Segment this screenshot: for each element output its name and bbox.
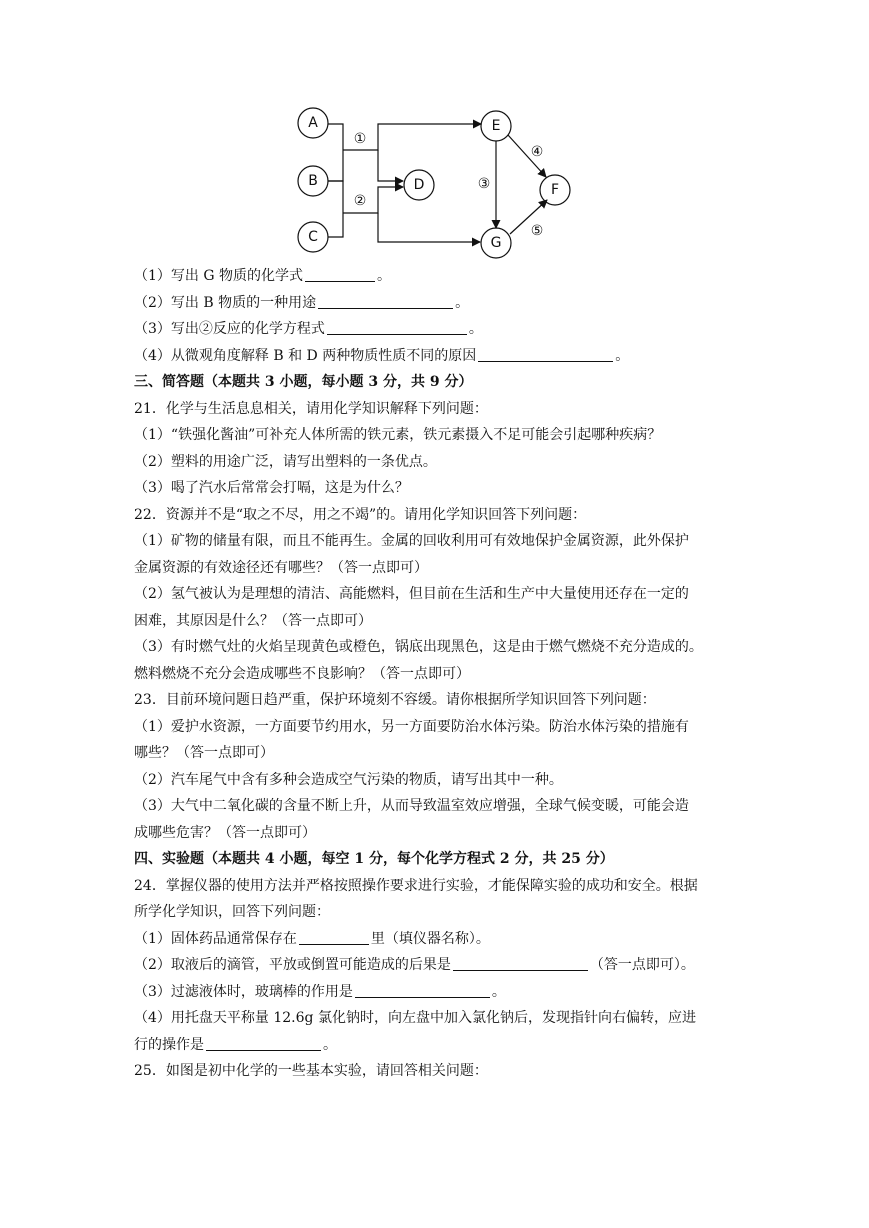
q20-part1-text: （1）写出 G 物质的化学式 bbox=[134, 268, 303, 284]
q24-part4-text: 行的操作是 bbox=[134, 1036, 204, 1053]
q22-part2-line1: （2）氢气被认为是理想的清洁、高能燃料，但目前在生活和生产中大量使用还存在一定的 bbox=[134, 586, 689, 602]
q25-stem: 25．如图是初中化学的一些基本实验，请回答相关问题： bbox=[134, 1063, 488, 1079]
q24-part1 bbox=[134, 926, 754, 953]
q24-part1-end: 里（填仪器名称）。 bbox=[370, 930, 490, 947]
q23-part2: （2）汽车尾气中含有多种会造成空气污染的物质，请写出其中一种。 bbox=[134, 771, 563, 788]
q21-part3: （3）喝了汽水后常常会打嗝，这是为什么？ bbox=[134, 480, 409, 496]
arrow-1-to-d bbox=[378, 150, 403, 181]
q20-part4-end: 。 bbox=[615, 347, 630, 364]
q24-part3-end: 。 bbox=[491, 983, 506, 1000]
arrow-label-3: ③ bbox=[477, 176, 491, 192]
answer-blank[interactable] bbox=[299, 927, 369, 945]
node-b-label: B bbox=[308, 173, 318, 189]
q24-part4-line1: （4）用托盘天平称量 12.6g 氯化钠时，向左盘中加入氯化钠后，发现指针向右偏转，应进 bbox=[134, 1010, 696, 1026]
q24-part3 bbox=[134, 979, 754, 1006]
q20-part1 bbox=[134, 263, 754, 290]
q24-stem-line1: 24．掌握仪器的使用方法并严格按照操作要求进行实验，才能保障实验的成功和安全。根据 bbox=[134, 877, 698, 894]
q22-stem: 22．资源并不是“取之不尽，用之不竭”的。请用化学知识回答下列问题： bbox=[134, 506, 587, 523]
q20-part4 bbox=[134, 343, 754, 370]
q24-part4-line2 bbox=[134, 1032, 754, 1059]
answer-blank[interactable] bbox=[355, 980, 490, 998]
q20-part1-end: 。 bbox=[377, 268, 391, 284]
arrow-2-to-g bbox=[378, 213, 480, 242]
q24-part3-text: （3）过滤液体时，玻璃棒的作用是 bbox=[134, 983, 353, 1000]
q22-part3-line1: （3）有时燃气灶的火焰呈现黄色或橙色，锅底出现黑色，这是由于燃气燃烧不充分造成的。 bbox=[134, 639, 703, 655]
q20-part3 bbox=[134, 316, 754, 343]
q21-part2: （2）塑料的用途广泛，请写出塑料的一条优点。 bbox=[134, 453, 437, 470]
node-g-label: G bbox=[490, 235, 502, 251]
q24-part2-text: （2）取液后的滴管，平放或倒置可能造成的后果是 bbox=[134, 957, 451, 973]
arrow-label-2: ② bbox=[353, 193, 367, 209]
q20-part4-text: （4）从微观角度解释 B 和 D 两种物质性质不同的原因 bbox=[134, 347, 477, 364]
q20-part2-end: 。 bbox=[455, 294, 470, 311]
q24-part4-end: 。 bbox=[323, 1036, 337, 1053]
q22-part1-line2: 金属资源的有效途径还有哪些？（答一点即可） bbox=[134, 559, 428, 576]
q23-stem: 23．目前环境问题日趋严重，保护环境刻不容缓。请你根据所学知识回答下列问题： bbox=[134, 692, 656, 708]
arrow-label-4: ④ bbox=[530, 144, 544, 160]
answer-blank[interactable] bbox=[305, 264, 375, 282]
arrow-label-5: ⑤ bbox=[530, 223, 544, 239]
reaction-relationship-diagram bbox=[290, 102, 590, 262]
arrow-2-to-d bbox=[343, 187, 403, 213]
q20-part3-end: 。 bbox=[468, 321, 483, 337]
q20-part2-text: （2）写出 B 物质的一种用途 bbox=[134, 294, 317, 311]
q24-part2 bbox=[134, 952, 754, 979]
section-4-heading: 四、实验题（本题共 4 小题，每空 1 分，每个化学方程式 2 分，共 25 分） bbox=[134, 851, 614, 867]
q22-part2-line2: 困难，其原因是什么？（答一点即可） bbox=[134, 612, 372, 629]
q21-part1: （1）“铁强化酱油”可补充人体所需的铁元素，铁元素摄入不足可能会引起哪种疾病？ bbox=[134, 427, 662, 443]
q21-stem: 21．化学与生活息息相关，请用化学知识解释下列问题： bbox=[134, 400, 488, 417]
arrow-1-ab-junction bbox=[328, 124, 343, 181]
q23-part1-line2: 哪些？（答一点即可） bbox=[134, 745, 274, 761]
q22-part3-line2: 燃料燃烧不充分会造成哪些不良影响？（答一点即可） bbox=[134, 665, 470, 682]
answer-blank[interactable] bbox=[206, 1033, 321, 1051]
q20-part2 bbox=[134, 290, 754, 317]
arrow-2-bc-junction bbox=[328, 181, 343, 237]
node-d-label: D bbox=[413, 177, 425, 193]
q24-part2-end: （答一点即可）。 bbox=[589, 957, 695, 973]
node-a-label: A bbox=[308, 115, 318, 131]
node-e-label: E bbox=[491, 118, 501, 134]
exam-page-content bbox=[134, 263, 754, 1085]
node-c-label: C bbox=[308, 229, 318, 245]
q23-part1-line1: （1）爱护水资源，一方面要节约用水，另一方面要防治水体污染。防治水体污染的措施有 bbox=[134, 718, 689, 735]
arrow-label-1: ① bbox=[353, 131, 367, 147]
q22-part1-line1: （1）矿物的储量有限，而且不能再生。金属的回收利用可有效地保护金属资源，此外保护 bbox=[134, 533, 689, 549]
answer-blank[interactable] bbox=[327, 317, 467, 335]
q24-part1-text: （1）固体药品通常保存在 bbox=[134, 930, 297, 947]
section-3-heading: 三、简答题（本题共 3 小题，每小题 3 分，共 9 分） bbox=[134, 374, 473, 390]
answer-blank[interactable] bbox=[318, 291, 453, 309]
answer-blank[interactable] bbox=[478, 344, 613, 362]
q20-part3-text: （3）写出②反应的化学方程式 bbox=[134, 321, 325, 337]
q23-part3-line1: （3）大气中二氧化碳的含量不断上升，从而导致温室效应增强，全球气候变暖，可能会造 bbox=[134, 798, 689, 814]
q24-stem-line2: 所学化学知识，回答下列问题： bbox=[134, 904, 330, 920]
q23-part3-line2: 成哪些危害？（答一点即可） bbox=[134, 824, 316, 841]
answer-blank[interactable] bbox=[453, 953, 588, 971]
node-f-label: F bbox=[550, 182, 560, 198]
